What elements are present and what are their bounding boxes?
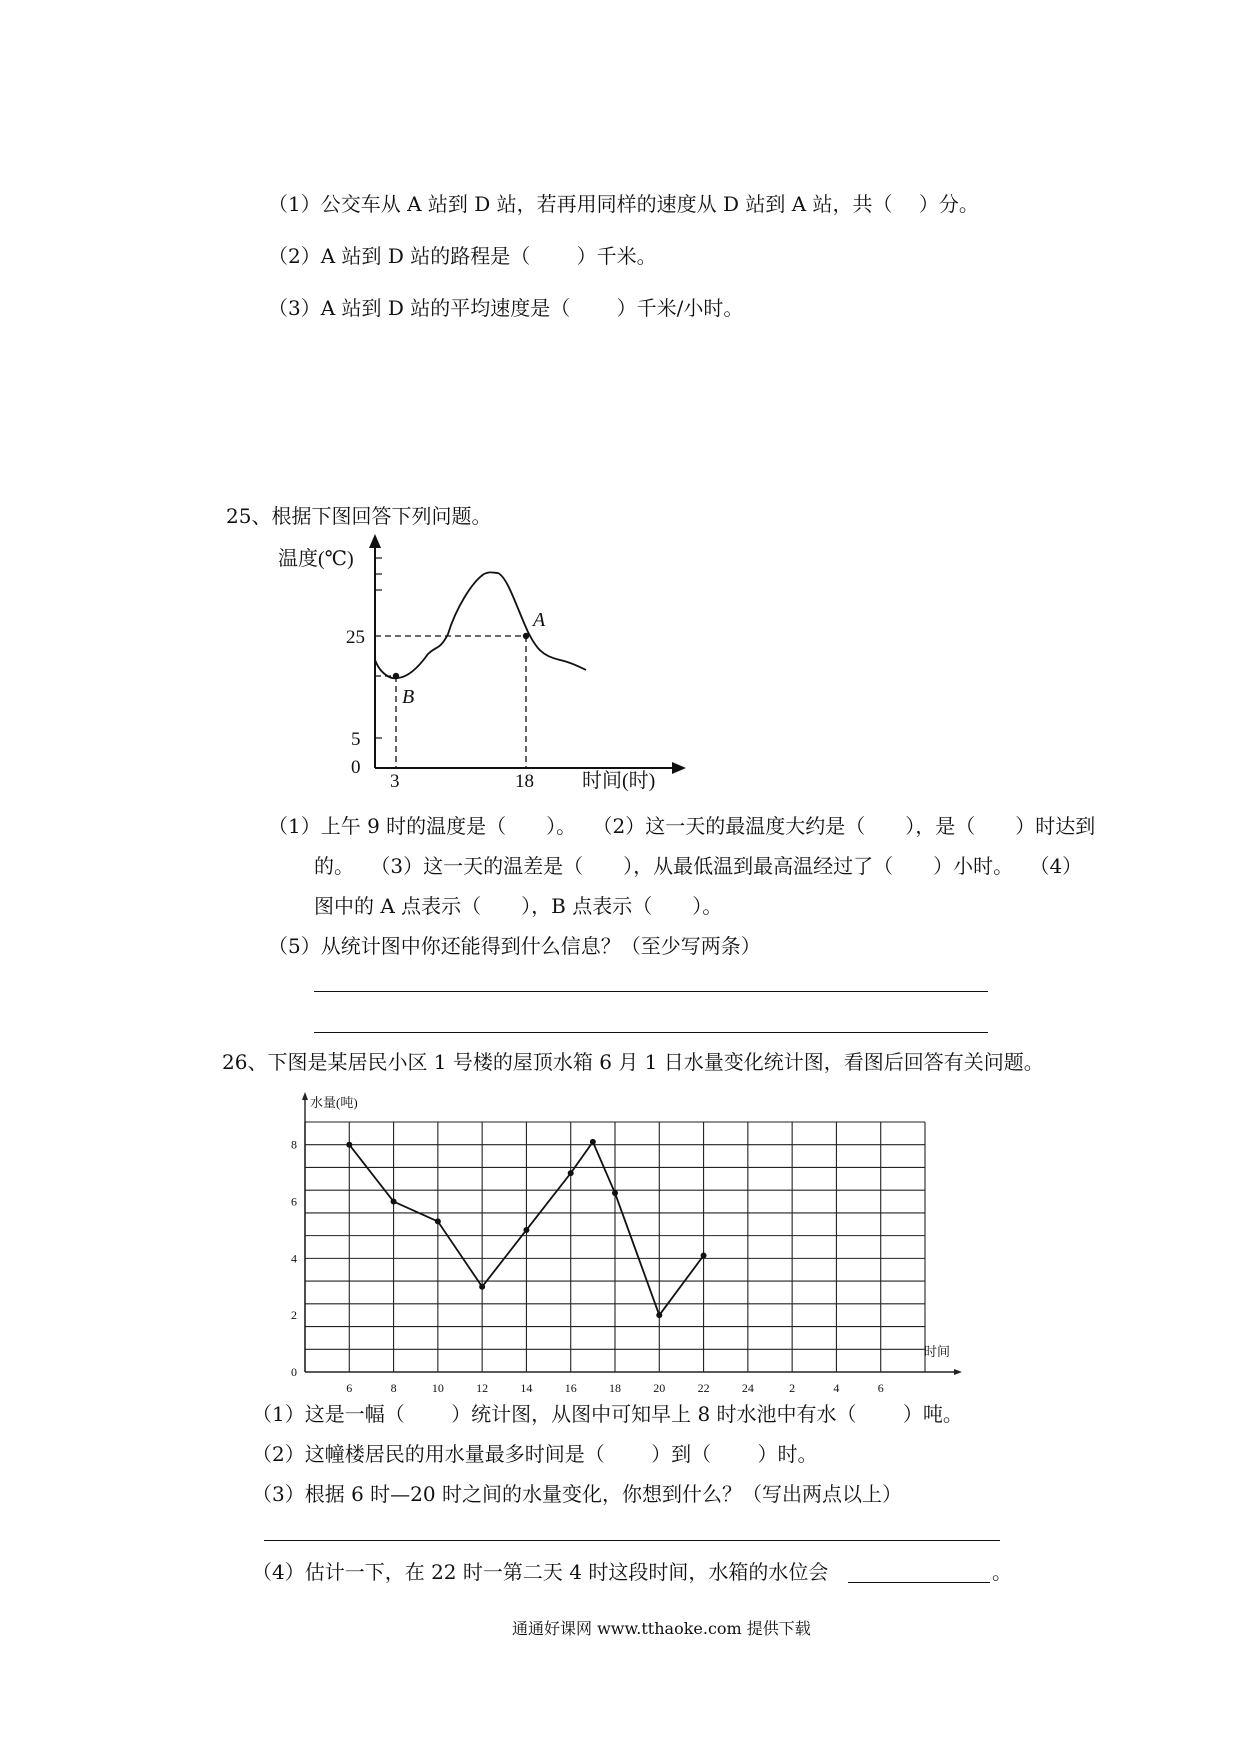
- q26-fill-blank: [848, 1582, 990, 1583]
- q26-heading: 26、下图是某居民小区 1 号楼的屋顶水箱 6 月 1 日水量变化统计图，看图后回答有关问题。: [222, 1050, 1044, 1074]
- q25-line-2: 的。 （3）这一天的温差是（ ），从最低温到最高温经过了（ ）小时。 （4）: [314, 854, 1083, 878]
- c25-y-tick-5: 5: [351, 729, 361, 750]
- c26-grid: [302, 1092, 962, 1375]
- q26-line-4-end: 。: [992, 1560, 1012, 1584]
- c26-data-point: [435, 1218, 441, 1224]
- c26-y-tick-label: 8: [291, 1137, 297, 1152]
- c26-data-point: [479, 1284, 485, 1290]
- c26-x-tick-label: 2: [789, 1381, 796, 1393]
- c26-y-axis-label: 水量(吨): [310, 1095, 358, 1110]
- q25-line-3: 图中的 A 点表示（ ），B 点表示（ ）。: [314, 894, 723, 918]
- q26-line-1: （1）这是一幅（ ）统计图，从图中可知早上 8 时水池中有水（ ）吨。: [252, 1402, 963, 1426]
- q25-line-4: （5）从统计图中你还能得到什么信息？（至少写两条）: [268, 934, 761, 958]
- c26-x-tick-label: 22: [697, 1381, 710, 1393]
- q25-heading: 25、根据下图回答下列问题。: [226, 504, 492, 528]
- c26-y-tick-label: 6: [291, 1194, 297, 1209]
- c26-x-tick-label: 16: [564, 1381, 577, 1393]
- c26-x-tick-label: 6: [346, 1381, 353, 1393]
- c25-y-tick-25: 25: [346, 627, 365, 648]
- c25-x-tick-3: 3: [390, 771, 400, 792]
- q26-answer-line: [264, 1540, 1000, 1541]
- c26-data-point: [346, 1142, 352, 1148]
- c25-y-arrow: [369, 534, 381, 548]
- c25-point-b-label: B: [402, 686, 415, 708]
- c26-x-tick-label: 24: [741, 1381, 754, 1393]
- c25-x-axis-label: 时间(时): [582, 770, 656, 792]
- c26-x-tick-label: 14: [520, 1381, 533, 1393]
- temperature-line-chart: [260, 530, 700, 805]
- c26-data-point: [612, 1190, 618, 1196]
- c26-x-tick-label: 18: [609, 1381, 621, 1393]
- c25-point-b: [393, 673, 399, 679]
- c26-data-point: [568, 1170, 574, 1176]
- c25-y-tick-0: 0: [351, 757, 361, 778]
- c26-y-tick-label: 4: [291, 1251, 297, 1266]
- footer-source: 通通好课网 www.tthaoke.com 提供下载: [512, 1619, 811, 1638]
- q26-line-3: （3）根据 6 时—20 时之间的水量变化，你想到什么？（写出两点以上）: [252, 1482, 902, 1506]
- c26-x-tick-label: 8: [390, 1381, 397, 1393]
- c26-x-tick-label: 6: [877, 1381, 884, 1393]
- c26-y-tick-label: 0: [291, 1365, 297, 1379]
- q24-item-3: （3）A 站到 D 站的平均速度是（ ）千米/小时。: [268, 296, 744, 320]
- c26-x-axis-label: 时间: [924, 1344, 951, 1359]
- c26-x-tick-label: 12: [476, 1381, 489, 1393]
- c25-point-a: [523, 633, 529, 639]
- c25-temperature-curve: [375, 572, 586, 678]
- c26-x-arrow: [954, 1369, 962, 1375]
- c25-x-tick-18: 18: [515, 771, 534, 792]
- c26-x-tick-label: 10: [431, 1381, 444, 1393]
- c26-data-point: [701, 1253, 707, 1259]
- c26-y-tick-label: 2: [291, 1308, 297, 1323]
- c25-point-a-label: A: [533, 609, 546, 631]
- c26-data-point: [523, 1227, 529, 1233]
- q25-line-1: （1）上午 9 时的温度是（ ）。 （2）这一天的最温度大约是（ ），是（ ）时达到: [268, 814, 1096, 838]
- q24-item-2: （2）A 站到 D 站的路程是（ ）千米。: [268, 244, 657, 268]
- c26-data-point: [590, 1139, 596, 1145]
- q24-item-1: （1）公交车从 A 站到 D 站，若再用同样的速度从 D 站到 A 站，共（ ）分。: [268, 192, 979, 216]
- c25-x-arrow: [672, 762, 686, 774]
- c26-data-point: [656, 1312, 662, 1318]
- c26-data-point: [391, 1199, 397, 1205]
- q25-answer-line-1: [314, 991, 988, 992]
- q26-line-2: （2）这幢楼居民的用水量最多时间是（ ）到（ ）时。: [252, 1442, 818, 1466]
- c26-x-tick-label: 4: [833, 1381, 840, 1393]
- c25-y-axis-label: 温度(℃): [278, 548, 354, 570]
- water-volume-line-chart: [280, 1088, 970, 1393]
- q26-line-4: （4）估计一下，在 22 时一第二天 4 时这段时间，水箱的水位会: [252, 1560, 829, 1584]
- c26-y-arrow: [302, 1092, 308, 1100]
- c26-x-tick-label: 20: [653, 1381, 666, 1393]
- q25-answer-line-2: [314, 1032, 988, 1033]
